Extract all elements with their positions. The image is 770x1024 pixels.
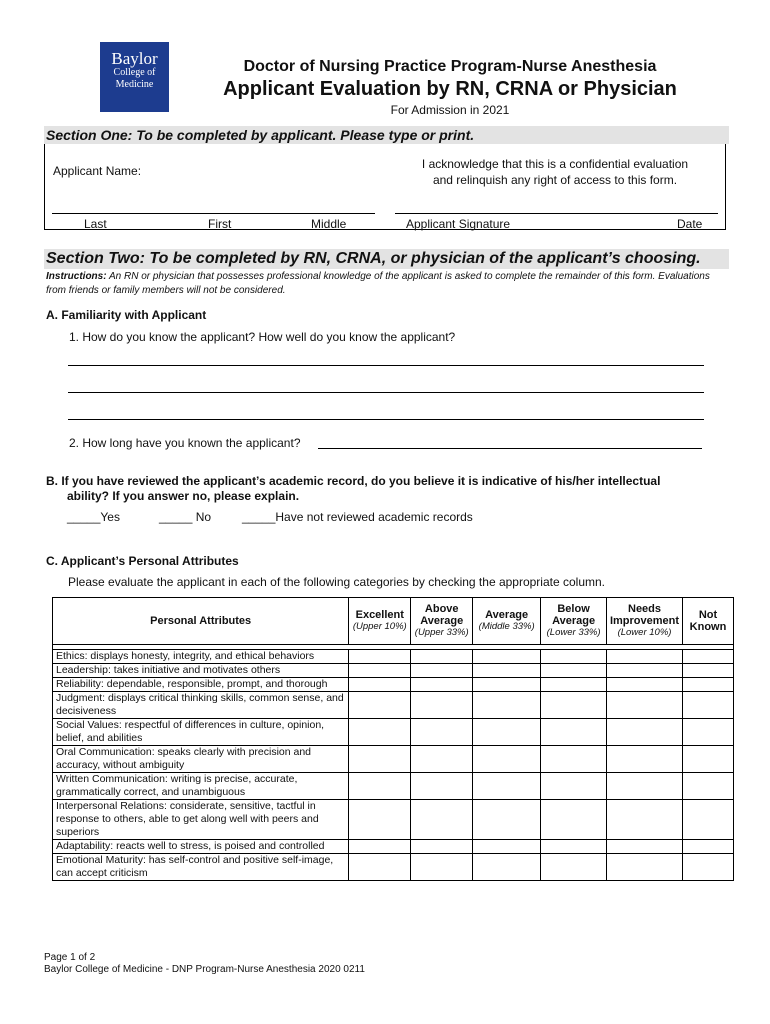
rating-cell[interactable] [411, 854, 473, 881]
rating-cell[interactable] [607, 854, 683, 881]
rating-cell[interactable] [411, 692, 473, 719]
document-id: Baylor College of Medicine - DNP Program-Nurse Anesthesia 2020 0211 [44, 964, 365, 975]
instructions-label: Instructions: [46, 271, 107, 282]
applicant-signature-field[interactable] [395, 213, 718, 214]
document-title: Doctor of Nursing Practice Program-Nurse Anesthesia [243, 58, 657, 75]
rating-cell[interactable] [541, 800, 607, 840]
table-row [53, 650, 734, 664]
table-row [53, 800, 734, 840]
rating-cell[interactable] [683, 746, 734, 773]
rating-cell[interactable] [349, 678, 411, 692]
col-header-average: Average (Middle 33%) [473, 598, 541, 645]
option-no[interactable]: _____ No [159, 510, 212, 524]
answer-line-1[interactable] [68, 365, 704, 366]
document-subtitle: Applicant Evaluation by RN, CRNA or Physician [223, 78, 677, 100]
table-row [53, 773, 734, 800]
rating-cell[interactable] [607, 664, 683, 678]
baylor-logo [100, 42, 169, 112]
table-row [53, 692, 734, 719]
rating-cell[interactable] [541, 840, 607, 854]
rating-cell[interactable] [607, 746, 683, 773]
rating-cell[interactable] [473, 746, 541, 773]
rating-cell[interactable] [411, 664, 473, 678]
rating-cell[interactable] [473, 840, 541, 854]
instructions [46, 270, 726, 298]
rating-cell[interactable] [473, 678, 541, 692]
answer-line-2[interactable] [68, 392, 704, 393]
attribute-label: Reliability: dependable, responsible, prompt, and thorough [53, 678, 349, 692]
attribute-label: Judgment: displays critical thinking skills, common sense, and decisiveness [53, 692, 349, 719]
rating-cell[interactable] [473, 664, 541, 678]
first-name-label: First [208, 217, 232, 231]
rating-cell[interactable] [473, 773, 541, 800]
rating-cell[interactable] [473, 719, 541, 746]
rating-cell[interactable] [541, 650, 607, 664]
col-header-needs-improvement: Needs Improvement (Lower 10%) [607, 598, 683, 645]
rating-cell[interactable] [683, 692, 734, 719]
rating-cell[interactable] [607, 692, 683, 719]
rating-cell[interactable] [541, 664, 607, 678]
section-two-heading: Section Two: To be completed by RN, CRNA, or physician of the applicant’s choosing. [44, 249, 729, 269]
attribute-label: Leadership: takes initiative and motivates others [53, 664, 349, 678]
table-header-row [53, 598, 734, 645]
rating-cell[interactable] [607, 840, 683, 854]
rating-cell[interactable] [349, 719, 411, 746]
part-a-heading: A. Familiarity with Applicant [46, 308, 207, 322]
rating-cell[interactable] [607, 650, 683, 664]
col-header-below-average: Below Average (Lower 33%) [541, 598, 607, 645]
rating-cell[interactable] [411, 746, 473, 773]
rating-cell[interactable] [683, 800, 734, 840]
acknowledgement-text [390, 156, 720, 188]
rating-cell[interactable] [607, 678, 683, 692]
logo-line-2: College of [113, 67, 156, 78]
acknowledgement-line-2: and relinquish any right of access to this form. [432, 173, 678, 187]
rating-cell[interactable] [683, 773, 734, 800]
attribute-label: Adaptability: reacts well to stress, is poised and controlled [53, 840, 349, 854]
answer-line-3[interactable] [68, 419, 704, 420]
rating-cell[interactable] [349, 746, 411, 773]
rating-cell[interactable] [607, 800, 683, 840]
signature-label: Applicant Signature [406, 217, 511, 231]
rating-cell[interactable] [541, 678, 607, 692]
rating-cell[interactable] [411, 840, 473, 854]
rating-cell[interactable] [349, 664, 411, 678]
col-header-not-known: Not Known [683, 598, 734, 645]
rating-cell[interactable] [683, 840, 734, 854]
logo-line-3: Medicine [115, 79, 154, 90]
part-b-heading-line-1: B. If you have reviewed the applicant’s academic record, do you believe it is indicative of his/her intellectual [46, 474, 661, 488]
option-yes[interactable]: _____Yes [67, 510, 120, 524]
rating-cell[interactable] [541, 692, 607, 719]
attribute-label: Ethics: displays honesty, integrity, and ethical behaviors [53, 650, 349, 664]
attributes-table [52, 597, 734, 881]
rating-cell[interactable] [683, 719, 734, 746]
table-row [53, 719, 734, 746]
part-c-intro: Please evaluate the applicant in each of the following categories by checking the appropriate column. [68, 575, 606, 589]
attribute-label: Interpersonal Relations: considerate, sensitive, tactful in response to others, able to get along well with peers and superiors [53, 800, 349, 840]
question-2: 2. How long have you known the applicant? [69, 436, 301, 450]
rating-cell[interactable] [541, 854, 607, 881]
rating-cell[interactable] [411, 800, 473, 840]
rating-cell[interactable] [473, 800, 541, 840]
attribute-label: Social Values: respectful of differences in culture, opinion, belief, and abilities [53, 719, 349, 746]
attribute-label: Oral Communication: speaks clearly with precision and accuracy, without ambiguity [53, 746, 349, 773]
rating-cell[interactable] [349, 650, 411, 664]
rating-cell[interactable] [683, 854, 734, 881]
rating-cell[interactable] [473, 650, 541, 664]
rating-cell[interactable] [411, 650, 473, 664]
table-row [53, 678, 734, 692]
rating-cell[interactable] [473, 692, 541, 719]
attribute-label: Written Communication: writing is precise, accurate, grammatically correct, and unambiguous [53, 773, 349, 800]
rating-cell[interactable] [607, 719, 683, 746]
applicant-name-field[interactable] [52, 213, 375, 214]
instructions-text: An RN or physician that possesses professional knowledge of the applicant is asked to complete the remainder of this form. Evaluations from friends or family members will not be considered. [46, 271, 710, 296]
rating-cell[interactable] [541, 773, 607, 800]
section-one-heading: Section One: To be completed by applicant. Please type or print. [44, 126, 729, 144]
rating-cell[interactable] [683, 678, 734, 692]
acknowledgement-line-1: I acknowledge that this is a confidential evaluation [421, 157, 689, 171]
last-name-label: Last [84, 217, 107, 231]
answer-line-q2[interactable] [318, 448, 702, 449]
table-row [53, 840, 734, 854]
rating-cell[interactable] [349, 840, 411, 854]
col-header-above-average: Above Average (Upper 33%) [411, 598, 473, 645]
rating-cell[interactable] [473, 854, 541, 881]
col-header-attributes: Personal Attributes [53, 598, 349, 645]
table-row [53, 854, 734, 881]
attribute-label: Emotional Maturity: has self-control and positive self-image, can accept criticism [53, 854, 349, 881]
rating-cell[interactable] [541, 746, 607, 773]
rating-cell[interactable] [411, 773, 473, 800]
rating-cell[interactable] [411, 678, 473, 692]
col-header-excellent: Excellent (Upper 10%) [349, 598, 411, 645]
rating-cell[interactable] [349, 854, 411, 881]
applicant-name-label: Applicant Name: [53, 164, 142, 178]
rating-cell[interactable] [683, 664, 734, 678]
rating-cell[interactable] [607, 773, 683, 800]
logo-line-1: Baylor [111, 49, 158, 68]
option-not-reviewed[interactable]: _____Have not reviewed academic records [242, 510, 473, 524]
page-number: Page 1 of 2 [44, 952, 96, 963]
middle-name-label: Middle [311, 217, 347, 231]
date-label: Date [677, 217, 703, 231]
part-c-heading: C. Applicant’s Personal Attributes [46, 554, 239, 568]
rating-cell[interactable] [411, 719, 473, 746]
rating-cell[interactable] [349, 692, 411, 719]
admission-year: For Admission in 2021 [390, 103, 510, 117]
question-1: 1. How do you know the applicant? How well do you know the applicant? [69, 330, 456, 344]
rating-cell[interactable] [349, 800, 411, 840]
rating-cell[interactable] [349, 773, 411, 800]
table-row [53, 664, 734, 678]
table-row [53, 746, 734, 773]
rating-cell[interactable] [683, 650, 734, 664]
part-b-heading-line-2: ability? If you answer no, please explain. [67, 489, 300, 503]
rating-cell[interactable] [541, 719, 607, 746]
